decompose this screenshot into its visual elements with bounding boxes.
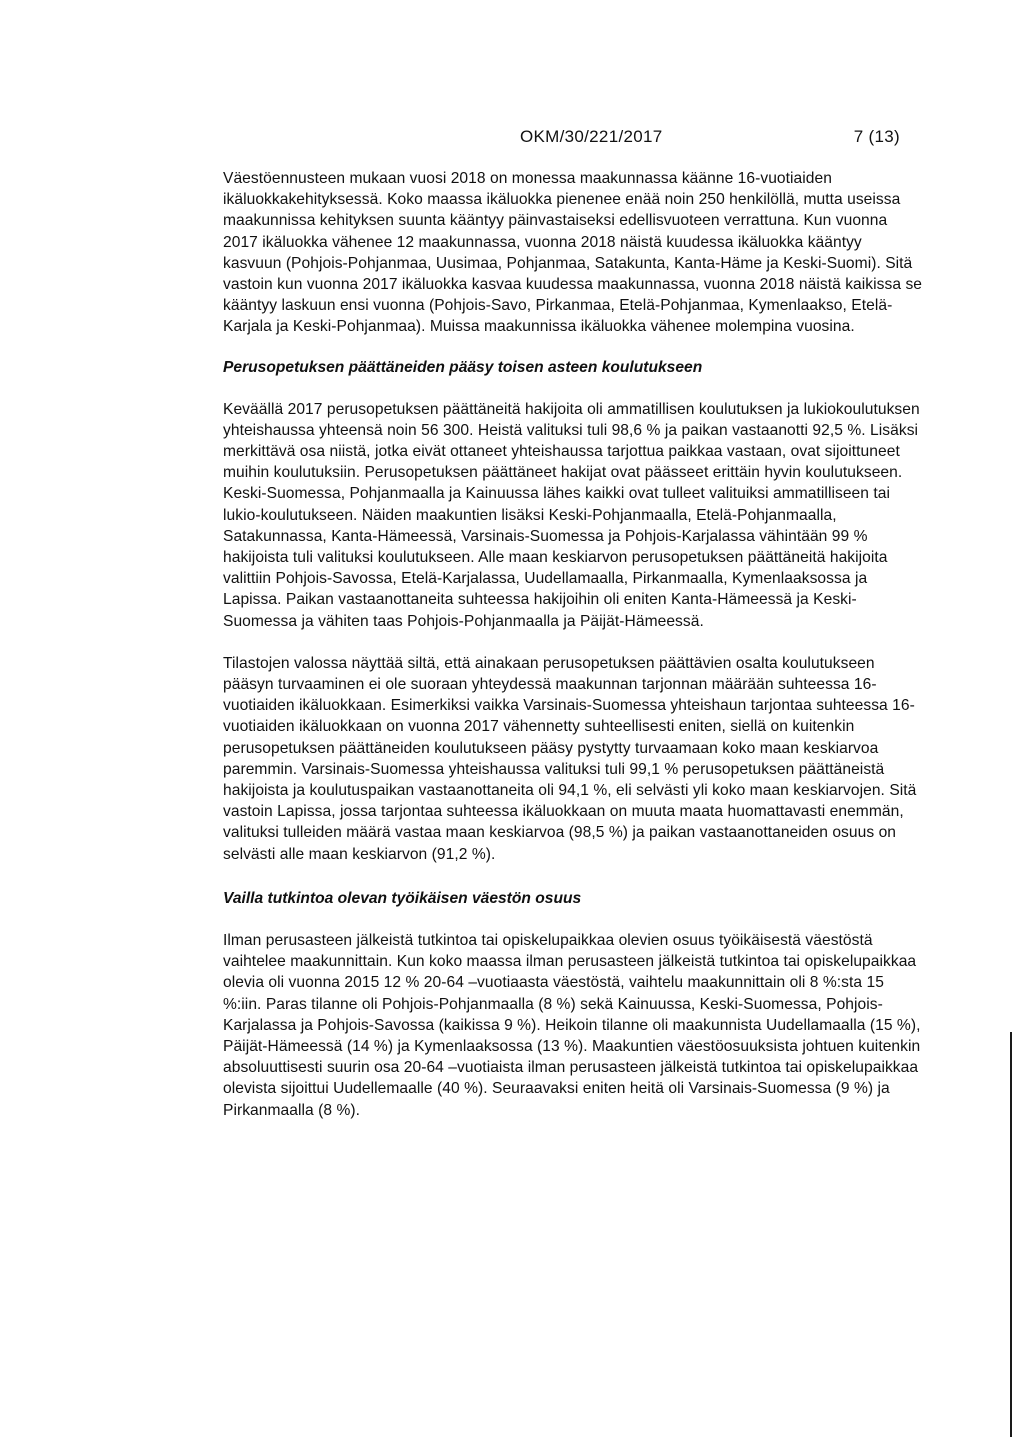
document-body [223,168,923,1121]
paragraph-population-forecast: Väestöennusteen mukaan vuosi 2018 on monessa maakunnassa käänne 16-vuotiaiden ikäluokkakehityksessä. Koko maassa ikäluokka pienenee enää noin 250 henkilöllä, mutta useissa maakunnissa kehityksen suunta kääntyy päinvastaiseksi edellisvuoteen verrattuna. Kun vuonna 2017 ikäluokka vähenee 12 maakunnassa, vuonna 2018 näistä kuudessa ikäluokka kääntyy kasvuun (Pohjois-Pohjanmaa, Uusimaa, Pohjanmaa, Satakunta, Kanta-Häme ja Keski-Suomi). Sitä vastoin kun vuonna 2017 ikäluokka kasvaa kuudessa maakunnassa, vuonna 2018 näistä kaikissa se kääntyy laskuun ensi vuonna (Pohjois-Savo, Pirkanmaa, Etelä-Pohjanmaa, Kymenlaakso, Etelä-Karjala ja Keski-Pohjanmaa). Muissa maakunnissa ikäluokka vähenee molempina vuosina. [223,170,923,336]
paragraph-working-age-without-degree: Ilman perusasteen jälkeistä tutkintoa tai opiskelupaikkaa olevien osuus työikäisestä väestöstä vaihtelee maakunnittain. Kun koko maassa ilman perusasteen jälkeistä tutkintoa tai opiskelupaikkaa olevia oli vuonna 2015 12 % 20-64 –vuotiaasta väestöstä, vaihtelu maakunnittain oli 8 %:sta 15 %:iin. Paras tilanne oli Pohjois-Pohjanmaalla (8 %) sekä Kainuussa, Keski-Suomessa, Pohjois-Karjalassa ja Pohjois-Savossa (kaikissa 9 %). Heikoin tilanne oli maakunnista Uudellamaalla (15 %), Päijät-Hämeessä (14 %) ja Kymenlaaksossa (13 %). Maakuntien väestöosuuksista johtuen kuitenkin absoluuttisesti suurin osa 20-64 –vuotiaista ilman perusasteen jälkeistä tutkintoa tai opiskelupaikkaa olevista sijoittui Uudellemaalle (40 %). Seuraavaksi eniten heitä oli Varsinais-Suomessa (9 %) ja Pirkanmaalla (8 %). [223,931,921,1119]
document-number: OKM/30/221/2017 [520,127,663,146]
section-heading-working-age-without-degree: Vailla tutkintoa olevan työikäisen väestön osuus [223,889,582,907]
page-number: 7 (13) [853,127,900,146]
section-heading-secondary-education-access: Perusopetuksen päättäneiden pääsy toisen asteen koulutukseen [223,358,703,376]
paragraph-statistics-analysis: Tilastojen valossa näyttää siltä, että ainakaan perusopetuksen päättävien osalta koulutukseen pääsyn turvaaminen ei ole suoraan yhteydessä maakunnan tarjonnan määrään suhteessa 16-vuotiaiden ikäluokkaan. Esimerkiksi vaikka Varsinais-Suomessa yhteishaun tarjontaa suhteessa 16-vuotiaiden ikäluokkaan on vuonna 2017 vähennetty suhteellisesti eniten, siellä on kuitenkin perusopetuksen päättäneiden koulutukseen pääsy pystytty turvaamaan koko maan keskiarvoa paremmin. Varsinais-Suomessa yhteishaussa valituksi tuli 99,1 % perusopetuksen päättäneistä hakijoista ja koulutuspaikan vastaanottaneita oli 94,1 %, eli selvästi yli koko maan keskiarvojen. Sitä vastoin Lapissa, jossa tarjontaa suhteessa ikäluokkaan on muuta maata huomattavasti enemmän, valituksi tulleiden määrä vastaa maan keskiarvoa (98,5 %) ja paikan vastaanottaneiden osuus on selvästi alle maan keskiarvon (91,2 %). [223,654,917,863]
paragraph-joint-application-results: Keväällä 2017 perusopetuksen päättäneitä hakijoita oli ammatillisen koulutuksen ja lukiokoulutuksen yhteishaussa yhteensä noin 56 300. Heistä valituksi tuli 98,6 % ja paikan vastaanotti 92,5 %. Lisäksi merkittävä osa niistä, jotka eivät ottaneet yhteishaussa tarjottua paikkaa vastaan, ovat sijoittuneet muihin koulutuksiin. Perusopetuksen päättäneet hakijat ovat päässeet erittäin hyvin koulutukseen. Keski-Suomessa, Pohjanmaalla ja Kainuussa lähes kaikki ovat tulleet valituiksi ammatilliseen tai lukio-koulutukseen. Näiden maakuntien lisäksi Keski-Pohjanmaalla, Etelä-Pohjanmaalla, Satakunnassa, Kanta-Hämeessä, Varsinais-Suomessa ja Pohjois-Karjalassa vähintään 99 % hakijoista tuli valituksi koulutukseen. Alle maan keskiarvon perusopetuksen päättäneitä hakijoita valittiin Pohjois-Savossa, Etelä-Karjalassa, Uudellamaalla, Pirkanmaalla, Kymenlaaksossa ja Lapissa. Paikan vastaanottaneita suhteessa hakijoihin oli eniten Kanta-Hämeessä ja Keski-Suomessa ja vähiten taas Pohjois-Pohjanmaalla ja Päijät-Hämeessä. [223,400,920,630]
scan-edge-line [1010,1032,1012,1437]
